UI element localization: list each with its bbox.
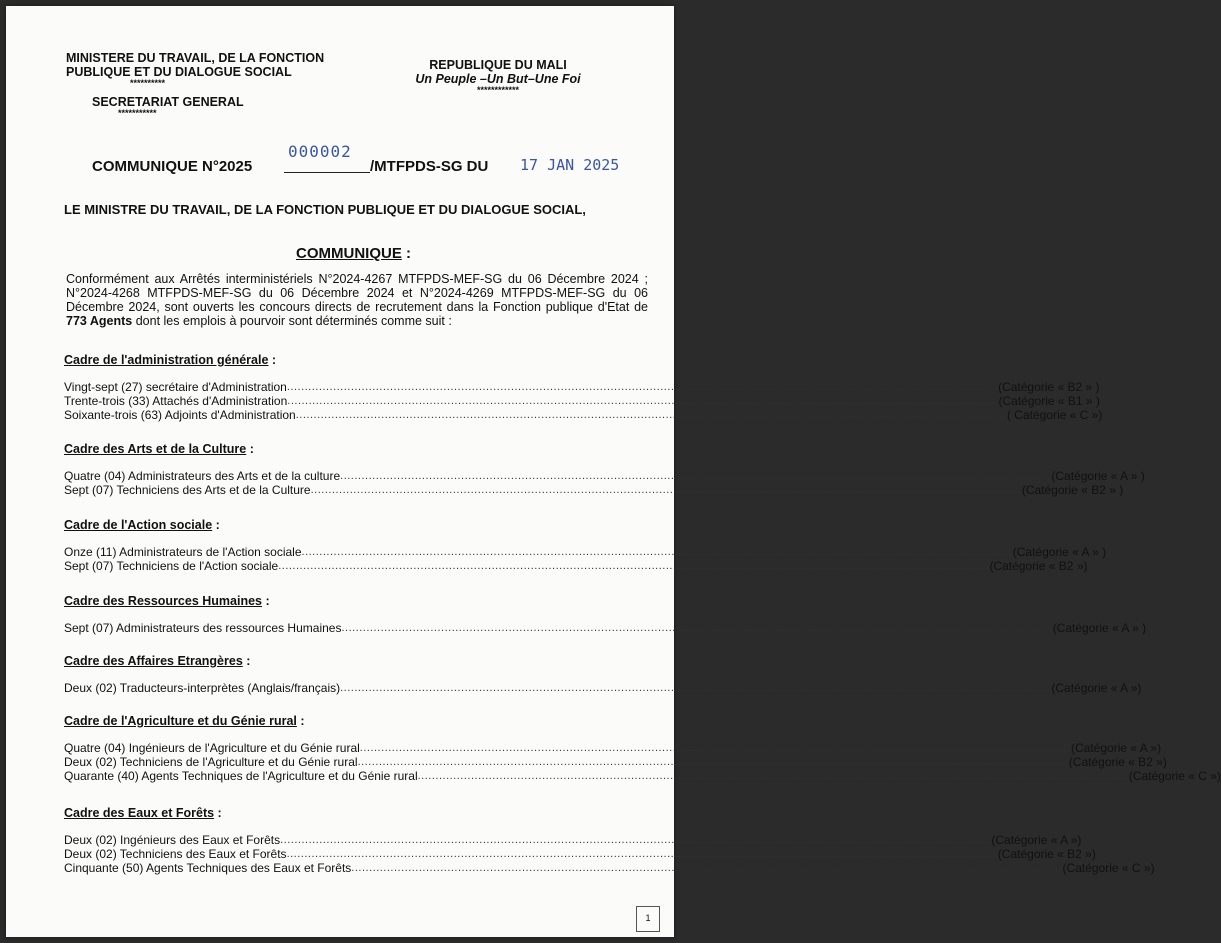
leader-dots: ........................................................................................................................................................................................................ [359, 742, 1072, 754]
leader-dots: ........................................................................................................................................................................................................ [341, 622, 1053, 634]
page-number-box: 1 [636, 906, 660, 932]
section-title-text: Cadre des Arts et de la Culture [64, 442, 247, 456]
item-category: (Catégorie « A » ) [1052, 621, 1147, 635]
ministry-header [66, 51, 366, 117]
item-label: Quatre (04) Administrateurs des Arts et de la culture [64, 469, 341, 483]
section-arts-culture [64, 442, 1145, 497]
item-category: (Catégorie « A ») [991, 833, 1082, 847]
list-item [64, 681, 1142, 695]
item-label: Trente-trois (33) Attachés d'Administration [64, 394, 288, 408]
communique-title-text: COMMUNIQUE [296, 245, 402, 262]
secretariat-stars: *********** [118, 108, 157, 118]
item-label: Onze (11) Administrateurs de l'Action sociale [64, 545, 302, 559]
list-item [64, 621, 1147, 635]
section-title-text: Cadre des Affaires Etrangères [64, 654, 243, 668]
item-category: ( Catégorie « C ») [1006, 408, 1103, 422]
leader-dots: ........................................................................................................................................................................................................ [351, 862, 1063, 874]
document-page [6, 6, 1221, 937]
item-category: (Catégorie « B2 ») [997, 847, 1096, 861]
item-label: Cinquante (50) Agents Techniques des Eaux et Forêts [64, 861, 352, 875]
intro-before: Conformément aux Arrêtés interministériels N°2024-4267 MTFPDS-MEF-SG du 06 Décembre 2024 ; N°2024-4268 MTFPDS-MEF-SG du 06 Décembre 2024 et N°2024-4269 MTFPDS-MEF-SG du 06 Décembre 2024, sont ouverts les concours directs de recrutement dans la Fonction publique d'Etat de [66, 272, 648, 314]
section-title: Cadre des Arts et de la Culture : [64, 442, 254, 456]
item-label: Deux (02) Ingénieurs des Eaux et Forêts [64, 833, 281, 847]
item-category: (Catégorie « A » ) [1051, 469, 1145, 483]
item-label: Quarante (40) Agents Techniques de l'Agriculture et du Génie rural [64, 769, 418, 783]
item-category: (Catégorie « B2 ») [989, 559, 1088, 573]
section-eaux-forets [64, 806, 1155, 875]
list-item [64, 847, 1096, 861]
leader-dots: ........................................................................................................................................................................................................ [340, 682, 1052, 694]
section-title: Cadre des Ressources Humaines : [64, 594, 270, 608]
item-category: (Catégorie « B2 » ) [1021, 483, 1124, 497]
communique-stamped-date: 17 JAN 2025 [520, 156, 620, 174]
section-affaires-etrangeres [64, 654, 1142, 695]
list-item [64, 394, 1100, 408]
communique-stamped-number: 000002 [288, 142, 352, 161]
republic-name: REPUBLIQUE DU MALI [429, 58, 567, 72]
leader-dots: ........................................................................................................................................................................................................ [280, 834, 992, 846]
section-title: Cadre de l'administration générale : [64, 353, 277, 367]
leader-dots: ........................................................................................................................................................................................................ [286, 381, 999, 393]
section-title: Cadre des Affaires Etrangères : [64, 654, 251, 668]
item-category: (Catégorie « B1 » ) [998, 394, 1100, 408]
item-label: Deux (02) Techniciens de l'Agriculture et du Génie rural [64, 755, 358, 769]
section-title: Cadre de l'Agriculture et du Génie rural : [64, 714, 305, 728]
ministry-stars: ********** [130, 78, 166, 88]
item-category: (Catégorie « C ») [1128, 769, 1221, 783]
republic-header [408, 58, 588, 94]
item-label: Sept (07) Techniciens de l'Action sociale [64, 559, 279, 573]
item-label: Soixante-trois (63) Adjoints d'Administration [64, 408, 296, 422]
item-label: Deux (02) Techniciens des Eaux et Forêts [64, 847, 287, 861]
communique-title-colon: : [401, 245, 411, 262]
leader-dots: ........................................................................................................................................................................................................ [301, 546, 1013, 558]
item-label: Deux (02) Traducteurs-interprètes (Anglais/français) [64, 681, 341, 695]
intro-paragraph [66, 272, 648, 328]
ministry-line1: MINISTERE DU TRAVAIL, DE LA FONCTION [66, 51, 325, 65]
list-item [64, 755, 1167, 769]
list-item [64, 559, 1088, 573]
section-title-text: Cadre de l'Action sociale [64, 518, 213, 532]
leader-dots: ........................................................................................................................................................................................................ [357, 756, 1069, 768]
section-action-sociale [64, 518, 1107, 573]
item-category: (Catégorie « B2 » ) [998, 380, 1100, 394]
section-title-text: Cadre des Ressources Humaines [64, 594, 263, 608]
intro-after: dont les emplois à pourvoir sont déterminés comme suit : [132, 314, 452, 328]
item-category: (Catégorie « A ») [1071, 741, 1162, 755]
item-label: Vingt-sept (27) secrétaire d'Administration [64, 380, 287, 394]
item-category: (Catégorie « A ») [1051, 681, 1142, 695]
item-label: Sept (07) Techniciens des Arts et de la Culture [64, 483, 311, 497]
list-item [64, 861, 1155, 875]
section-title-text: Cadre de l'administration générale [64, 353, 269, 367]
item-category: (Catégorie « A » ) [1012, 545, 1107, 559]
section-ressources-humaines [64, 594, 1147, 635]
republic-stars: ************ [476, 85, 520, 95]
item-label: Sept (07) Administrateurs des ressources Humaines [64, 621, 342, 635]
section-title: Cadre de l'Action sociale : [64, 518, 220, 532]
list-item [64, 545, 1107, 559]
section-agriculture [64, 714, 1221, 783]
leader-dots: ........................................................................................................................................................................................................ [417, 770, 1129, 782]
leader-dots: ........................................................................................................................................................................................................ [340, 470, 1052, 482]
leader-dots: ........................................................................................................................................................................................................ [287, 395, 999, 407]
leader-dots: ........................................................................................................................................................................................................ [278, 560, 990, 572]
communique-suffix: /MTFPDS-SG DU [370, 158, 489, 175]
secretariat-general: SECRETARIAT GENERAL [92, 95, 244, 109]
item-category: (Catégorie « C ») [1062, 861, 1155, 875]
ministry-line2: PUBLIQUE ET DU DIALOGUE SOCIAL [66, 65, 292, 79]
leader-dots: ........................................................................................................................................................................................................ [295, 409, 1007, 421]
list-item [64, 469, 1145, 483]
list-item [64, 833, 1082, 847]
section-administration [64, 353, 1103, 422]
number-blank-line [284, 172, 370, 173]
republic-motto: Un Peuple –Un But–Une Foi [415, 72, 581, 86]
list-item [64, 408, 1103, 422]
list-item [64, 769, 1221, 783]
section-title-text: Cadre des Eaux et Forêts [64, 806, 215, 820]
item-label: Quatre (04) Ingénieurs de l'Agriculture et du Génie rural [64, 741, 360, 755]
list-item [64, 380, 1100, 394]
list-item [64, 483, 1124, 497]
communique-title [296, 245, 411, 262]
communique-prefix: COMMUNIQUE N°2025 [92, 158, 253, 175]
item-category: (Catégorie « B2 ») [1068, 755, 1167, 769]
minister-heading: LE MINISTRE DU TRAVAIL, DE LA FONCTION PUBLIQUE ET DU DIALOGUE SOCIAL, [64, 202, 586, 217]
list-item [64, 741, 1162, 755]
communique-number-line [92, 142, 652, 182]
section-title-text: Cadre de l'Agriculture et du Génie rural [64, 714, 297, 728]
leader-dots: ........................................................................................................................................................................................................ [286, 848, 998, 860]
leader-dots: ........................................................................................................................................................................................................ [310, 484, 1022, 496]
intro-agents-count: 773 Agents [66, 314, 133, 328]
section-title: Cadre des Eaux et Forêts : [64, 806, 222, 820]
